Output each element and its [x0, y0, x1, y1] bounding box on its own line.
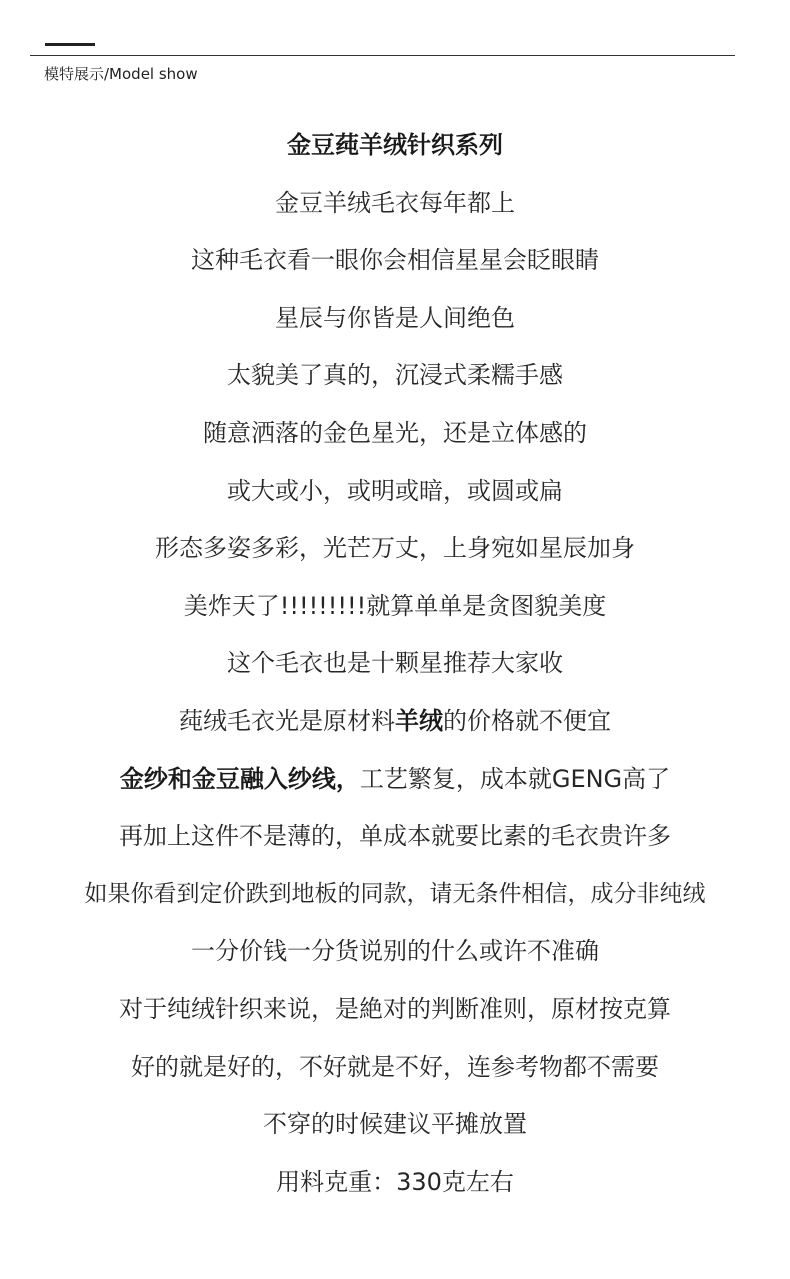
text-line-gold-yarn	[0, 751, 790, 809]
text-line: 一分价钱一分货说别的什么或许不准确	[191, 937, 599, 966]
section-label: 模特展示/Model show	[44, 65, 198, 83]
text-line: 这个毛衣也是十颗星推荐大家收	[227, 649, 563, 678]
text-segment: 工艺繁复，成本就GENG高了	[359, 764, 671, 793]
text-line: 金豆羊绒毛衣每年都上	[275, 188, 515, 217]
text-line-cashmere-price	[0, 693, 790, 751]
text-line: 再加上这件不是薄的，单成本就要比素的毛衣贵许多	[119, 822, 671, 851]
text-segment: 的价格就不便宜	[443, 706, 611, 735]
text-segment: 莼绒毛衣光是原材料	[179, 706, 395, 735]
text-line: 随意洒落的金色星光，还是立体感的	[203, 418, 587, 447]
text-line: 不穿的时候建议平摊放置	[263, 1110, 527, 1139]
text-line: 对于纯绒针织来说，是絶对的判断准则，原材按克算	[119, 994, 671, 1023]
header-accent-bar	[45, 43, 95, 46]
text-line: 这种毛衣看一眼你会相信星星会眨眼睛	[191, 246, 599, 275]
text-line: 太貌美了真的，沉浸式柔糯手感	[227, 361, 563, 390]
text-line: 或大或小，或明或暗，或圆或扁	[227, 476, 563, 505]
text-line: 星辰与你皆是人间绝色	[275, 303, 515, 332]
text-line: 好的就是好的，不好就是不好，连参考物都不需要	[131, 1052, 659, 1081]
header-divider	[30, 55, 735, 56]
text-emphasis-cashmere: 羊绒	[395, 706, 443, 735]
text-emphasis-gold-yarn: 金纱和金豆融入纱线，	[119, 764, 360, 793]
text-line: 形态多姿多彩，光芒万丈，上身宛如星辰加身	[155, 534, 635, 563]
weight-spec-line: 用料克重：330克左右	[276, 1167, 514, 1196]
description-text	[0, 117, 790, 1211]
text-line: 美炸天了!!!!!!!!!就算单单是贪图貌美度	[183, 591, 607, 620]
text-line: 如果你看到定价跌到地板的同款，请无条件相信，成分非纯绒	[84, 880, 706, 907]
product-series-title: 金豆莼羊绒针织系列	[287, 131, 503, 159]
